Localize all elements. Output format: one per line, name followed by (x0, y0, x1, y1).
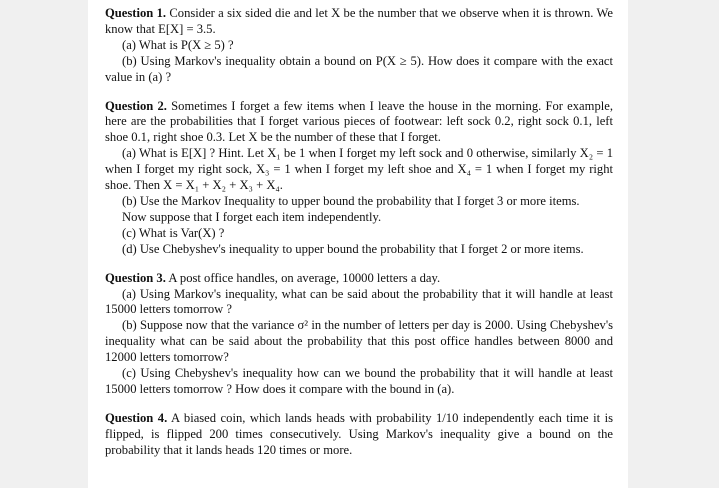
document-content (105, 6, 613, 472)
question-part: (c) Using Chebyshev's inequality how can we bound the probability that it will handle at least 15000 letters tomorrow ? How does it compare with the bound in (a). (105, 366, 613, 396)
question-3 (105, 271, 613, 398)
question-part: (a) Using Markov's inequality, what can be said about the probability that it will handle at least 15000 letters tomorrow ? (105, 286, 613, 317)
question-text: A post office handles, on average, 10000 letters a day. (168, 270, 441, 285)
question-part: (d) Use Chebyshev's inequality to upper bound the probability that I forget 2 or more items. (122, 241, 584, 256)
question-4 (105, 411, 613, 459)
question-text: Consider a six sided die and let X be the number that we observe when it is thrown. We know that E[X] = 3.5. (105, 6, 613, 36)
question-part: (a) What is E[X] ? Hint. Let X₁ be 1 when I forget my left sock and 0 otherwise, similarly X₂ = 1 when I forget my right sock, X₃ = 1 when I forget my left shoe and X₄ = 1 when I forget my right shoe. Then X = X₁ + X₂ + X₃ + X₄. (105, 146, 613, 193)
question-text: Now suppose that I forget each item independently. (122, 209, 382, 224)
question-text: Sometimes I forget a few items when I leave the house in the morning. For example, here are the probabilities that I forget various pieces of footwear: left sock 0.2, right sock 0.1, left shoe 0.1, right shoe 0.3. Let X be the number of these that I forget. (105, 98, 613, 145)
question-2 (105, 99, 613, 258)
question-part: (c) What is Var(X) ? (122, 225, 225, 240)
question-part: (a) What is P(X ≥ 5) ? (122, 37, 234, 52)
document-page (88, 0, 628, 488)
question-part: (b) Suppose now that the variance σ² in the number of letters per day is 2000. Using Chebyshev's inequality what can be said about the probability that this post office handles between 8000 and 12000 letters tomorrow? (105, 318, 613, 365)
question-1 (105, 6, 613, 86)
question-title: Question 3. (105, 270, 166, 285)
question-title: Question 4. (105, 410, 168, 425)
question-title: Question 1. (105, 6, 167, 20)
question-part: (b) Using Markov's inequality obtain a bound on P(X ≥ 5). How does it compare with the exact value in (a) ? (105, 53, 613, 84)
question-text: A biased coin, which lands heads with probability 1/10 independently each time it is flipped, is flipped 200 times consecutively. Using Markov's inequality give a bound on the probability that it lands heads 120 times or more. (105, 410, 613, 457)
question-title: Question 2. (105, 98, 167, 113)
question-part: (b) Use the Markov Inequality to upper bound the probability that I forget 3 or more items. (122, 193, 580, 208)
